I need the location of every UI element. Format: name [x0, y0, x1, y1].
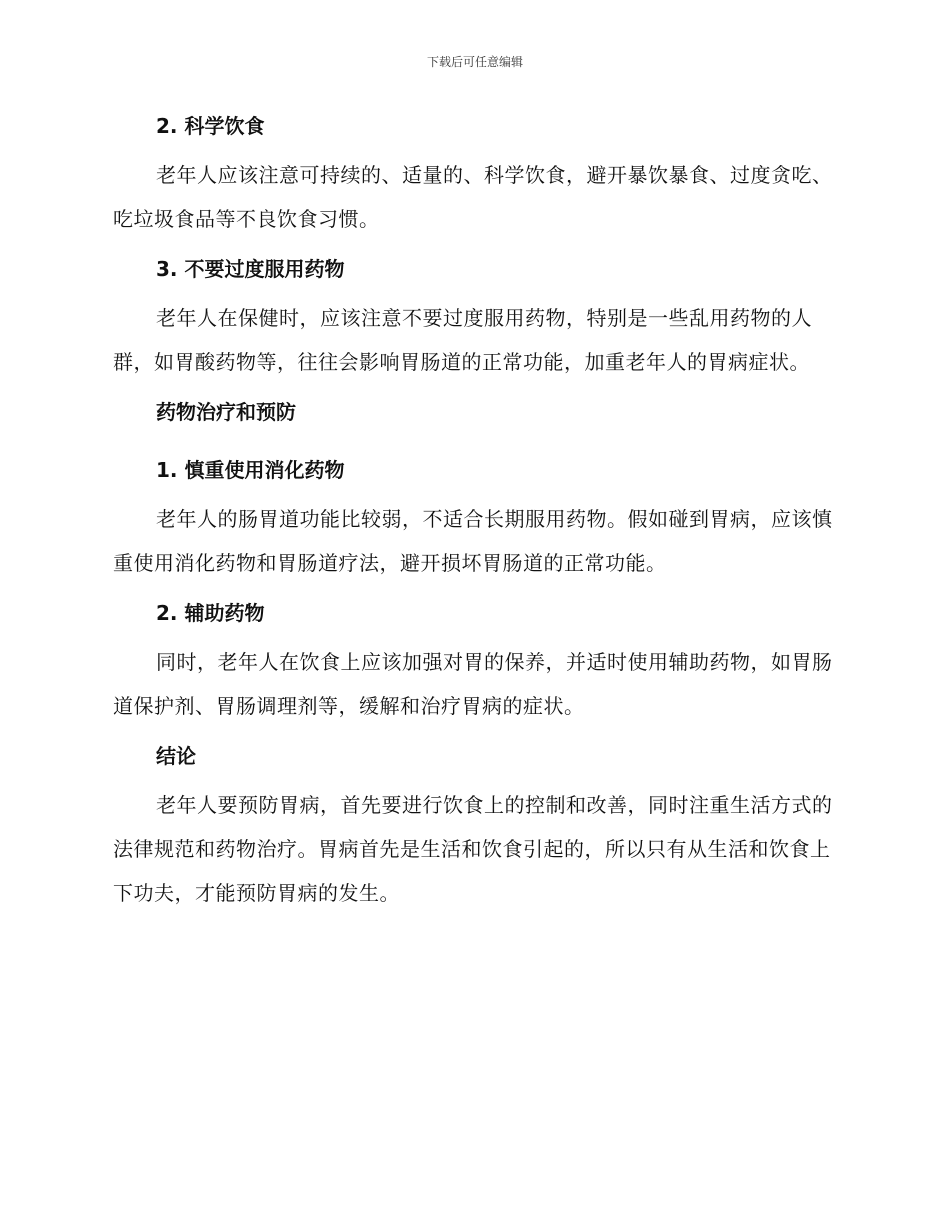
page-header: 下载后可任意编辑 [426, 55, 523, 69]
paragraph-diet: 老年人应该注意可持续的、适量的、科学饮食，避开暴饮暴食、过度贪吃、吃垃圾食品等不良饮食习惯。 [113, 163, 833, 231]
paragraph-conclusion: 老年人要预防胃病，首先要进行饮食上的控制和改善，同时注重生活方式的法律规范和药物治疗。胃病首先是生活和饮食引起的，所以只有从生活和饮食上下功夫，才能预防胃病的发生。 [113, 793, 833, 905]
section-heading-medication: 3. 不要过度服用药物 [156, 257, 345, 281]
section-heading-auxiliary-drugs: 2. 辅助药物 [156, 601, 265, 625]
paragraph-digestive-drugs: 老年人的肠胃道功能比较弱，不适合长期服用药物。假如碰到胃病，应该慎重使用消化药物和胃肠道疗法，避开损坏胃肠道的正常功能。 [113, 507, 833, 575]
section-heading-conclusion: 结论 [156, 744, 196, 768]
paragraph-auxiliary-drugs: 同时，老年人在饮食上应该加强对胃的保养，并适时使用辅助药物，如胃肠道保护剂、胃肠调理剂等，缓解和治疗胃病的症状。 [113, 650, 833, 718]
section-heading-diet: 2. 科学饮食 [156, 114, 265, 138]
document-body [113, 111, 833, 915]
section-heading-digestive-drugs: 1. 慎重使用消化药物 [156, 458, 345, 482]
paragraph-medication: 老年人在保健时，应该注意不要过度服用药物，特别是一些乱用药物的人群，如胃酸药物等，往往会影响胃肠道的正常功能，加重老年人的胃病症状。 [113, 306, 812, 374]
section-heading-treatment: 药物治疗和预防 [156, 400, 296, 424]
